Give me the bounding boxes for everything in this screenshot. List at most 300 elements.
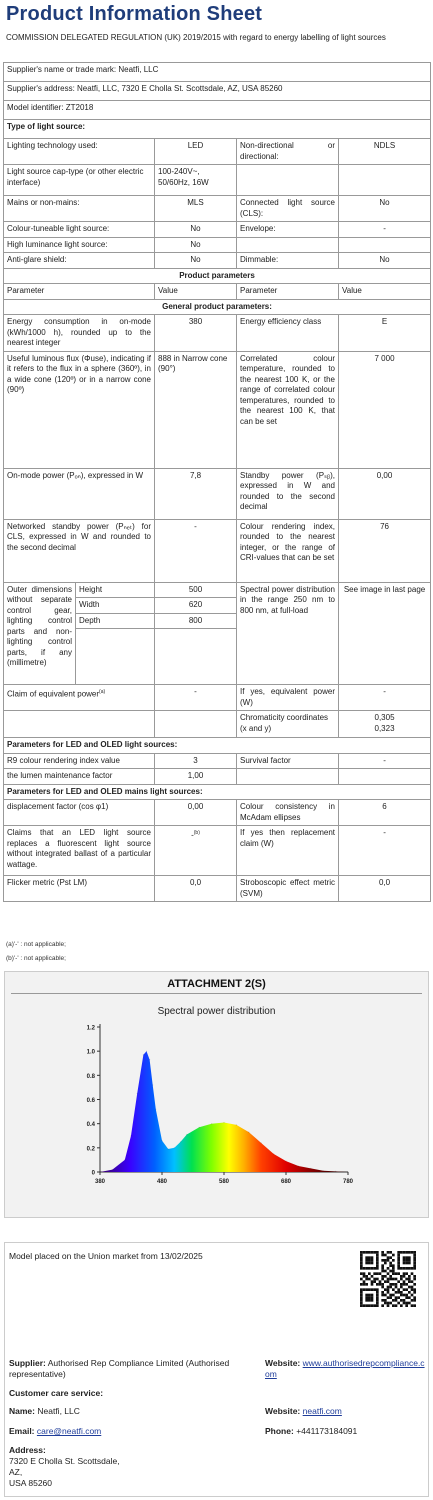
- qr-module: [413, 1275, 416, 1278]
- mains-label: Mains or non-mains:: [4, 196, 155, 222]
- claim-footnote-ref: (a): [99, 689, 106, 695]
- replacement-claim-label: If yes then replacement claim (W): [237, 826, 339, 876]
- qr-module: [365, 1296, 368, 1299]
- qr-module: [360, 1304, 363, 1307]
- spectral-label: Spectral power distribution in the range 250 nm to 800 nm, at full-load: [237, 582, 339, 685]
- qr-module: [405, 1267, 408, 1270]
- qr-module: [387, 1286, 390, 1289]
- qr-module: [397, 1291, 400, 1294]
- equivalent-power-value: -: [339, 685, 431, 711]
- qr-module: [381, 1264, 384, 1267]
- phone-value: +441173184091: [296, 1426, 358, 1436]
- qr-module: [384, 1299, 387, 1302]
- data-point: [223, 1122, 224, 1123]
- qr-module: [373, 1278, 376, 1281]
- phone-label: Phone:: [265, 1426, 294, 1436]
- section-row: [4, 299, 431, 315]
- data-point: [137, 1093, 138, 1094]
- qr-module: [400, 1299, 403, 1302]
- outer-dimensions-label: Outer dimensions without separate control gear, lighting control parts and non-lighting control parts, if any (millimetre): [4, 582, 76, 685]
- networked-label: Networked standby power (Pₙₑₜ) for CLS, expressed in W and rounded to the second decimal: [4, 519, 155, 582]
- qr-module: [408, 1275, 411, 1278]
- qr-module: [397, 1302, 400, 1305]
- qr-module: [403, 1272, 406, 1275]
- supplier-name-value: Neatfi, LLC: [118, 65, 159, 74]
- type-row: [4, 120, 431, 139]
- qr-module: [371, 1294, 374, 1297]
- cls-label: Connected light source (CLS):: [237, 196, 339, 222]
- data-point: [149, 1059, 150, 1060]
- qr-module: [368, 1256, 371, 1259]
- table-row: [4, 711, 431, 738]
- qr-module: [381, 1275, 384, 1278]
- qr-module: [403, 1280, 406, 1283]
- qr-module: [376, 1264, 379, 1267]
- data-point: [285, 1161, 286, 1162]
- qr-module: [363, 1283, 366, 1286]
- qr-module: [405, 1256, 408, 1259]
- data-point: [143, 1054, 144, 1055]
- qr-module: [392, 1267, 395, 1270]
- qr-module: [408, 1280, 411, 1283]
- qr-module: [395, 1299, 398, 1302]
- qr-module: [371, 1299, 374, 1302]
- qr-module: [360, 1299, 363, 1302]
- model-label: Model identifier:: [7, 103, 64, 112]
- qr-module: [405, 1278, 408, 1281]
- stroboscopic-value: 0,0: [339, 876, 431, 902]
- qr-module: [403, 1294, 406, 1297]
- qr-module: [376, 1299, 379, 1302]
- depth-label: Depth: [76, 613, 155, 629]
- qr-module: [397, 1251, 400, 1254]
- data-point: [199, 1127, 200, 1128]
- footnote-b: (b)'-' : not applicable;: [6, 955, 66, 962]
- qr-module: [363, 1304, 366, 1307]
- qr-module: [392, 1278, 395, 1281]
- qr-module: [365, 1256, 368, 1259]
- qr-module: [408, 1296, 411, 1299]
- table-row: [4, 165, 431, 196]
- qr-module: [371, 1288, 374, 1291]
- qr-module: [376, 1296, 379, 1299]
- qr-module: [373, 1304, 376, 1307]
- table-row: [4, 519, 431, 582]
- high-luminance-value: No: [155, 237, 237, 253]
- qr-module: [381, 1267, 384, 1270]
- qr-module: [392, 1288, 395, 1291]
- qr-module: [408, 1286, 411, 1289]
- dimmable-label: Dimmable:: [237, 253, 339, 269]
- cap-type-empty-label: [237, 165, 339, 196]
- header-row: [4, 284, 431, 300]
- qr-module: [373, 1272, 376, 1275]
- efficiency-class-label: Energy efficiency class: [237, 315, 339, 352]
- qr-module: [371, 1304, 374, 1307]
- table-row: [4, 237, 431, 253]
- width-label: Width: [76, 598, 155, 614]
- qr-module: [363, 1251, 366, 1254]
- qr-module: [384, 1259, 387, 1262]
- qr-module: [387, 1251, 390, 1254]
- qr-module: [397, 1256, 400, 1259]
- qr-module: [387, 1296, 390, 1299]
- qr-module: [381, 1286, 384, 1289]
- standby-value: 0,00: [339, 468, 431, 519]
- qr-module: [360, 1267, 363, 1270]
- qr-module: [365, 1288, 368, 1291]
- product-info-table: [3, 62, 431, 902]
- chromaticity-y-value: 0,323: [374, 723, 395, 733]
- spectral-chart: [5, 972, 428, 1217]
- stroboscopic-label: Stroboscopic effect metric (SVM): [237, 876, 339, 902]
- qr-module: [403, 1283, 406, 1286]
- height-label: Height: [76, 582, 155, 598]
- model-row: [4, 101, 431, 120]
- qr-module: [365, 1251, 368, 1254]
- data-point: [211, 1123, 212, 1124]
- data-point: [124, 1159, 125, 1160]
- qr-module: [368, 1262, 371, 1265]
- lumen-label: the lumen maintenance factor: [4, 769, 155, 785]
- parameter-header-right: Parameter: [237, 284, 339, 300]
- data-point: [168, 1148, 169, 1149]
- website-label: Website:: [265, 1358, 301, 1368]
- qr-module: [389, 1270, 392, 1273]
- qr-module: [389, 1264, 392, 1267]
- data-point: [99, 1171, 100, 1172]
- table-row: [4, 468, 431, 519]
- qr-module: [403, 1251, 406, 1254]
- authorised-rep-website-link[interactable]: www.authorisedrepcompliance.com: [265, 1358, 425, 1379]
- x-tick-label: 780: [342, 1179, 354, 1185]
- qr-module: [368, 1288, 371, 1291]
- qr-module: [411, 1299, 414, 1302]
- qr-module: [403, 1302, 406, 1305]
- qr-module: [405, 1288, 408, 1291]
- flux-value: 888 in Narrow cone (90°): [155, 351, 237, 468]
- qr-module: [413, 1288, 416, 1291]
- flux-label: Useful luminous flux (Φuse), indicating if it refers to the flux in a sphere (360º), in a wide cone (120º) or in a narrow cone (90º): [4, 351, 155, 468]
- qr-module: [405, 1283, 408, 1286]
- qr-module: [373, 1288, 376, 1291]
- model-value: ZT2018: [65, 103, 94, 112]
- qr-module: [403, 1256, 406, 1259]
- qr-module: [411, 1272, 414, 1275]
- networked-value: -: [155, 519, 237, 582]
- lighting-tech-label: Lighting technology used:: [4, 139, 155, 165]
- table-row: [4, 196, 431, 222]
- claims-value: -: [191, 830, 194, 840]
- data-point: [298, 1165, 299, 1166]
- qr-module: [413, 1259, 416, 1262]
- anti-glare-value: No: [155, 253, 237, 269]
- survival-label: Survival factor: [237, 753, 339, 769]
- qr-module: [371, 1251, 374, 1254]
- flicker-value: 0,0: [155, 876, 237, 902]
- value-header-right: Value: [339, 284, 431, 300]
- qr-module: [360, 1262, 363, 1265]
- qr-module: [413, 1299, 416, 1302]
- energy-label: Energy consumption in on-mode (kWh/1000 h), rounded up to the nearest integer: [4, 315, 155, 352]
- energy-value: 380: [155, 315, 237, 352]
- qr-module: [363, 1280, 366, 1283]
- displacement-label: displacement factor (cos φ1): [4, 800, 155, 826]
- qr-module: [397, 1288, 400, 1291]
- data-point: [130, 1135, 131, 1136]
- email-link[interactable]: care@neatfi.com: [36, 1426, 102, 1436]
- qr-module: [384, 1254, 387, 1257]
- email-label: Email:: [9, 1426, 35, 1436]
- supplier-address-label: Supplier's address:: [7, 84, 75, 93]
- qr-module: [397, 1280, 400, 1283]
- table-row: [4, 769, 431, 785]
- qr-module: [379, 1280, 382, 1283]
- qr-module: [360, 1259, 363, 1262]
- qr-module: [413, 1254, 416, 1257]
- data-point: [180, 1141, 181, 1142]
- table-row: [4, 876, 431, 902]
- qr-module: [365, 1267, 368, 1270]
- spectral-value: See image in last page: [339, 582, 431, 685]
- qr-module: [413, 1296, 416, 1299]
- width-value: 620: [155, 598, 237, 614]
- y-tick-label: 0.4: [86, 1122, 95, 1129]
- replacement-claim-value: -: [339, 826, 431, 876]
- lighting-tech-value: LED: [155, 139, 237, 165]
- qr-module: [384, 1302, 387, 1305]
- qr-module: [400, 1283, 403, 1286]
- chart-title: Spectral power distribution: [157, 1006, 276, 1017]
- attachment-title: ATTACHMENT 2(S): [167, 978, 266, 990]
- qr-module: [360, 1283, 363, 1286]
- qr-module: [395, 1304, 398, 1307]
- qr-module: [363, 1288, 366, 1291]
- qr-code-icon: [360, 1251, 416, 1307]
- colour-consistency-value: 6: [339, 800, 431, 826]
- qr-module: [360, 1278, 363, 1281]
- qr-module: [379, 1272, 382, 1275]
- qr-module: [368, 1296, 371, 1299]
- address-line: AZ,: [9, 1467, 23, 1477]
- qr-module: [384, 1262, 387, 1265]
- qr-module: [400, 1251, 403, 1254]
- qr-module: [368, 1304, 371, 1307]
- led-section-heading: Parameters for LED and OLED light sources:: [4, 738, 431, 754]
- chromaticity-label: Chromaticity coordinates (x and y): [237, 711, 339, 738]
- high-luminance-label: High luminance light source:: [4, 237, 155, 253]
- qr-module: [400, 1286, 403, 1289]
- qr-module: [387, 1272, 390, 1275]
- qr-module: [384, 1275, 387, 1278]
- directional-label: Non-directional or directional:: [237, 139, 339, 165]
- section-row: [4, 738, 431, 754]
- qr-module: [397, 1272, 400, 1275]
- qr-module: [397, 1267, 400, 1270]
- qr-module: [392, 1283, 395, 1286]
- data-point: [161, 1140, 162, 1141]
- qr-module: [395, 1286, 398, 1289]
- qr-module: [405, 1296, 408, 1299]
- qr-module: [411, 1294, 414, 1297]
- qr-module: [413, 1278, 416, 1281]
- name-value: Neatfi, LLC: [37, 1406, 80, 1416]
- qr-module: [381, 1278, 384, 1281]
- data-point: [146, 1051, 147, 1052]
- qr-module: [360, 1291, 363, 1294]
- qr-module: [381, 1304, 384, 1307]
- envelope-value: -: [339, 222, 431, 238]
- market-text: Model placed on the Union market from 13/02/2025: [9, 1251, 203, 1261]
- qr-module: [387, 1259, 390, 1262]
- mains-section-heading: Parameters for LED and OLED mains light sources:: [4, 784, 431, 800]
- table-row: [4, 315, 431, 352]
- qr-module: [403, 1288, 406, 1291]
- qr-module: [381, 1270, 384, 1273]
- table-row: [4, 753, 431, 769]
- qr-module: [389, 1286, 392, 1289]
- qr-module: [365, 1262, 368, 1265]
- qr-module: [387, 1288, 390, 1291]
- qr-module: [373, 1267, 376, 1270]
- qr-module: [376, 1288, 379, 1291]
- qr-module: [360, 1296, 363, 1299]
- qr-module: [400, 1278, 403, 1281]
- colour-consistency-label: Colour consistency in McAdam ellipses: [237, 800, 339, 826]
- qr-module: [376, 1251, 379, 1254]
- data-point: [347, 1171, 348, 1172]
- cap-type-label: Light source cap-type (or other electric interface): [4, 165, 155, 196]
- neatfi-website-link[interactable]: neatfi.com: [302, 1406, 342, 1416]
- qr-module: [363, 1272, 366, 1275]
- qr-module: [371, 1280, 374, 1283]
- qr-module: [381, 1251, 384, 1254]
- qr-module: [405, 1259, 408, 1262]
- qr-module: [413, 1283, 416, 1286]
- name-label: Name:: [9, 1406, 35, 1416]
- qr-module: [371, 1259, 374, 1262]
- qr-module: [379, 1283, 382, 1286]
- r9-value: 3: [155, 753, 237, 769]
- qr-module: [371, 1267, 374, 1270]
- qr-module: [405, 1272, 408, 1275]
- website-label-2: Website:: [265, 1406, 301, 1416]
- qr-module: [376, 1278, 379, 1281]
- qr-module: [373, 1280, 376, 1283]
- y-tick-label: 0: [91, 1170, 95, 1177]
- qr-module: [403, 1299, 406, 1302]
- supplier-label: Supplier:: [9, 1358, 46, 1368]
- cri-label: Colour rendering index, rounded to the nearest integer, or the range of CRI-values that can be set: [237, 519, 339, 582]
- qr-module: [365, 1304, 368, 1307]
- claim-label: Claim of equivalent power: [7, 689, 100, 699]
- type-label: Type of light source:: [4, 120, 431, 139]
- qr-module: [392, 1294, 395, 1297]
- power-value: 7,8: [155, 468, 237, 519]
- qr-module: [403, 1267, 406, 1270]
- qr-module: [376, 1294, 379, 1297]
- qr-module: [411, 1267, 414, 1270]
- care-label: Customer care service:: [9, 1388, 104, 1398]
- claims-footnote-ref: (b): [193, 830, 200, 836]
- claim-value: -: [155, 685, 237, 711]
- qr-module: [392, 1299, 395, 1302]
- qr-module: [413, 1291, 416, 1294]
- qr-module: [360, 1288, 363, 1291]
- qr-module: [368, 1267, 371, 1270]
- qr-module: [403, 1275, 406, 1278]
- qr-module: [397, 1254, 400, 1257]
- qr-module: [389, 1275, 392, 1278]
- qr-module: [360, 1264, 363, 1267]
- qr-module: [392, 1270, 395, 1273]
- qr-module: [387, 1256, 390, 1259]
- data-point: [186, 1134, 187, 1135]
- qr-module: [371, 1275, 374, 1278]
- claims-label: Claims that an LED light source replaces a fluorescent light source without integrated ballast of a particular wattage.: [4, 826, 155, 876]
- qr-module: [408, 1302, 411, 1305]
- cls-value: No: [339, 196, 431, 222]
- qr-module: [376, 1302, 379, 1305]
- power-label: On-mode power (Pₒₙ), expressed in W: [4, 468, 155, 519]
- qr-module: [365, 1283, 368, 1286]
- qr-module: [408, 1259, 411, 1262]
- supplier-address-row: [4, 82, 431, 101]
- qr-module: [365, 1299, 368, 1302]
- qr-module: [376, 1262, 379, 1265]
- data-point: [112, 1169, 113, 1170]
- qr-module: [397, 1259, 400, 1262]
- qr-module: [408, 1262, 411, 1265]
- data-point: [310, 1168, 311, 1169]
- qr-module: [384, 1288, 387, 1291]
- qr-module: [408, 1267, 411, 1270]
- qr-module: [368, 1251, 371, 1254]
- section-row: [4, 784, 431, 800]
- qr-module: [381, 1299, 384, 1302]
- qr-module: [405, 1262, 408, 1265]
- colour-tuneable-value: No: [155, 222, 237, 238]
- qr-module: [387, 1280, 390, 1283]
- qr-module: [365, 1259, 368, 1262]
- qr-module: [408, 1256, 411, 1259]
- supplier-name-row: [4, 63, 431, 82]
- x-tick-label: 580: [218, 1179, 230, 1185]
- qr-module: [387, 1278, 390, 1281]
- qr-module: [371, 1256, 374, 1259]
- qr-module: [381, 1291, 384, 1294]
- qr-module: [395, 1278, 398, 1281]
- qr-module: [392, 1272, 395, 1275]
- qr-module: [389, 1278, 392, 1281]
- regulation-subtitle: COMMISSION DELEGATED REGULATION (UK) 2019/2015 with regard to energy labelling of light sources: [6, 33, 386, 42]
- y-tick-label: 1.2: [86, 1025, 95, 1032]
- data-point: [335, 1171, 336, 1172]
- address-line: 7320 E Cholla St. Scottsdale,: [9, 1456, 120, 1466]
- qr-module: [400, 1304, 403, 1307]
- qr-module: [400, 1275, 403, 1278]
- qr-module: [411, 1288, 414, 1291]
- product-parameters-heading: Product parameters: [4, 268, 431, 284]
- spectrum-area: [100, 1051, 348, 1172]
- y-tick-label: 0.6: [86, 1098, 95, 1104]
- x-tick-label: 680: [280, 1179, 292, 1185]
- qr-module: [392, 1304, 395, 1307]
- qr-module: [368, 1278, 371, 1281]
- data-point: [273, 1153, 274, 1154]
- dimmable-value: No: [339, 253, 431, 269]
- section-row: [4, 268, 431, 284]
